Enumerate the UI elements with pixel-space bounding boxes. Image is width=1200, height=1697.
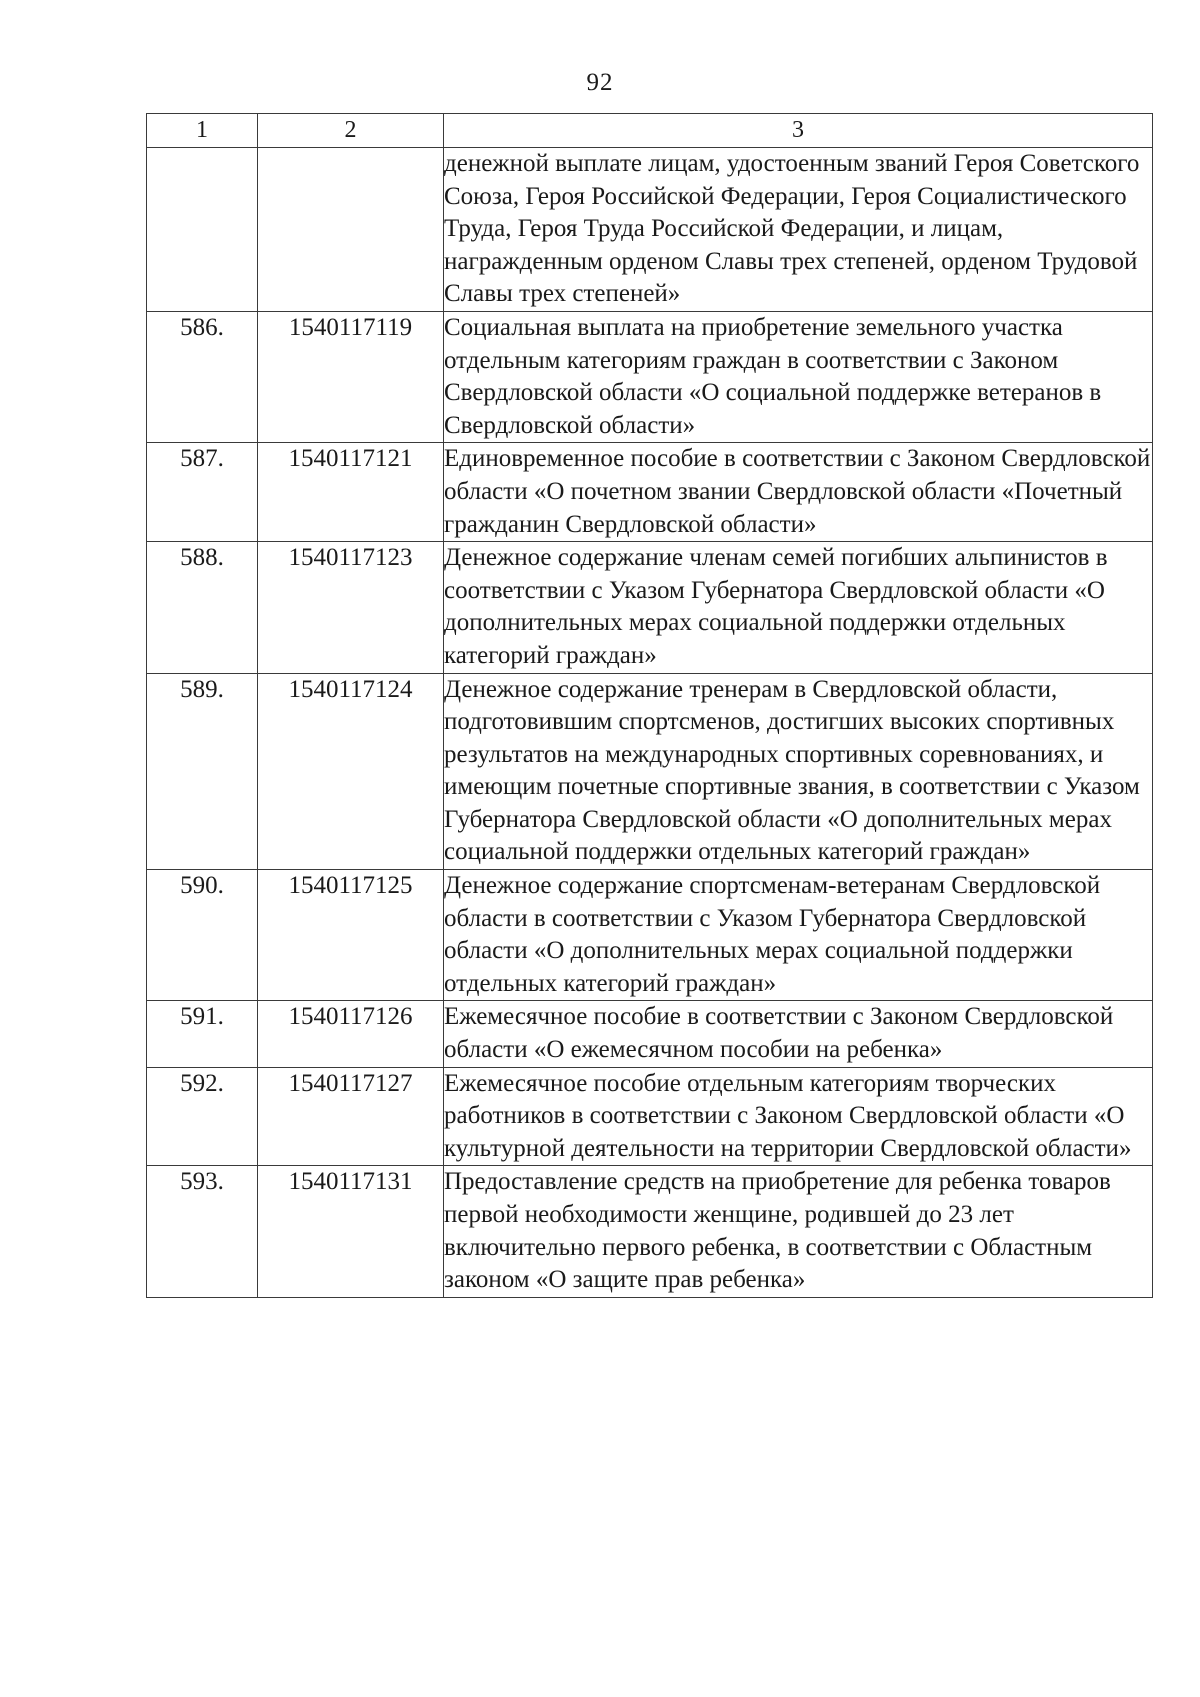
table-row [147, 673, 1153, 870]
row-description: Ежемесячное пособие отдельным категориям творческих работников в соответствии с Законом Свердловской области «О культурной деятельности на территории Свердловской области» [444, 1067, 1153, 1166]
page-number: 92 [586, 69, 614, 96]
row-number: 590. [147, 870, 258, 1001]
row-code: 1540117121 [258, 443, 444, 542]
row-number: 588. [147, 542, 258, 673]
table-header [147, 114, 1153, 148]
column-header-number: 1 [147, 114, 258, 148]
row-description: Единовременное пособие в соответствии с Законом Свердловской области «О почетном звании Свердловской области «Почетный гражданин Свердловской области» [444, 443, 1153, 542]
row-code: 1540117123 [258, 542, 444, 673]
row-number: 586. [147, 311, 258, 442]
table-row [147, 1067, 1153, 1166]
budget-code-table [146, 113, 1153, 1298]
row-number: 589. [147, 673, 258, 870]
row-number: 592. [147, 1067, 258, 1166]
table-row [147, 311, 1153, 442]
header-row [147, 114, 1153, 148]
row-code: 1540117124 [258, 673, 444, 870]
table-row [147, 148, 1153, 312]
column-header-description: 3 [444, 114, 1153, 148]
row-code: 1540117119 [258, 311, 444, 442]
table-row [147, 443, 1153, 542]
table-row [147, 870, 1153, 1001]
column-header-code: 2 [258, 114, 444, 148]
row-code: 1540117131 [258, 1166, 444, 1297]
row-description: Предоставление средств на приобретение для ребенка товаров первой необходимости женщине, родившей до 23 лет включительно первого ребенка, в соответствии с Областным законом «О защите прав ребенка» [444, 1166, 1153, 1297]
row-code: 1540117125 [258, 870, 444, 1001]
row-description: Ежемесячное пособие в соответствии с Законом Свердловской области «О ежемесячном пособии на ребенка» [444, 1001, 1153, 1067]
table-row [147, 1001, 1153, 1067]
table-row [147, 1166, 1153, 1297]
row-number: 593. [147, 1166, 258, 1297]
row-description: денежной выплате лицам, удостоенным званий Героя Советского Союза, Героя Российской Федерации, Героя Социалистического Труда, Героя Труда Российской Федерации, и лицам, награжденным орденом Славы трех степеней, орденом Трудовой Славы трех степеней» [444, 148, 1153, 312]
row-description: Денежное содержание членам семей погибших альпинистов в соответствии с Указом Губернатора Свердловской области «О дополнительных мерах социальной поддержки отдельных категорий граждан» [444, 542, 1153, 673]
row-number [147, 148, 258, 312]
table-body [147, 148, 1153, 1298]
row-code: 1540117127 [258, 1067, 444, 1166]
row-code [258, 148, 444, 312]
row-description: Денежное содержание тренерам в Свердловской области, подготовившим спортсменов, достигших высоких спортивных результатов на международных спортивных соревнованиях, и имеющим почетные спортивные звания, в соответствии с Указом Губернатора Свердловской области «О дополнительных мерах социальной поддержки отдельных категорий граждан» [444, 673, 1153, 870]
row-description: Денежное содержание спортсменам-ветеранам Свердловской области в соответствии с Указом Губернатора Свердловской области «О дополнительных мерах социальной поддержки отдельных категорий граждан» [444, 870, 1153, 1001]
row-code: 1540117126 [258, 1001, 444, 1067]
row-number: 587. [147, 443, 258, 542]
table-row [147, 542, 1153, 673]
row-number: 591. [147, 1001, 258, 1067]
row-description: Социальная выплата на приобретение земельного участка отдельным категориям граждан в соответствии с Законом Свердловской области «О социальной поддержке ветеранов в Свердловской области» [444, 311, 1153, 442]
